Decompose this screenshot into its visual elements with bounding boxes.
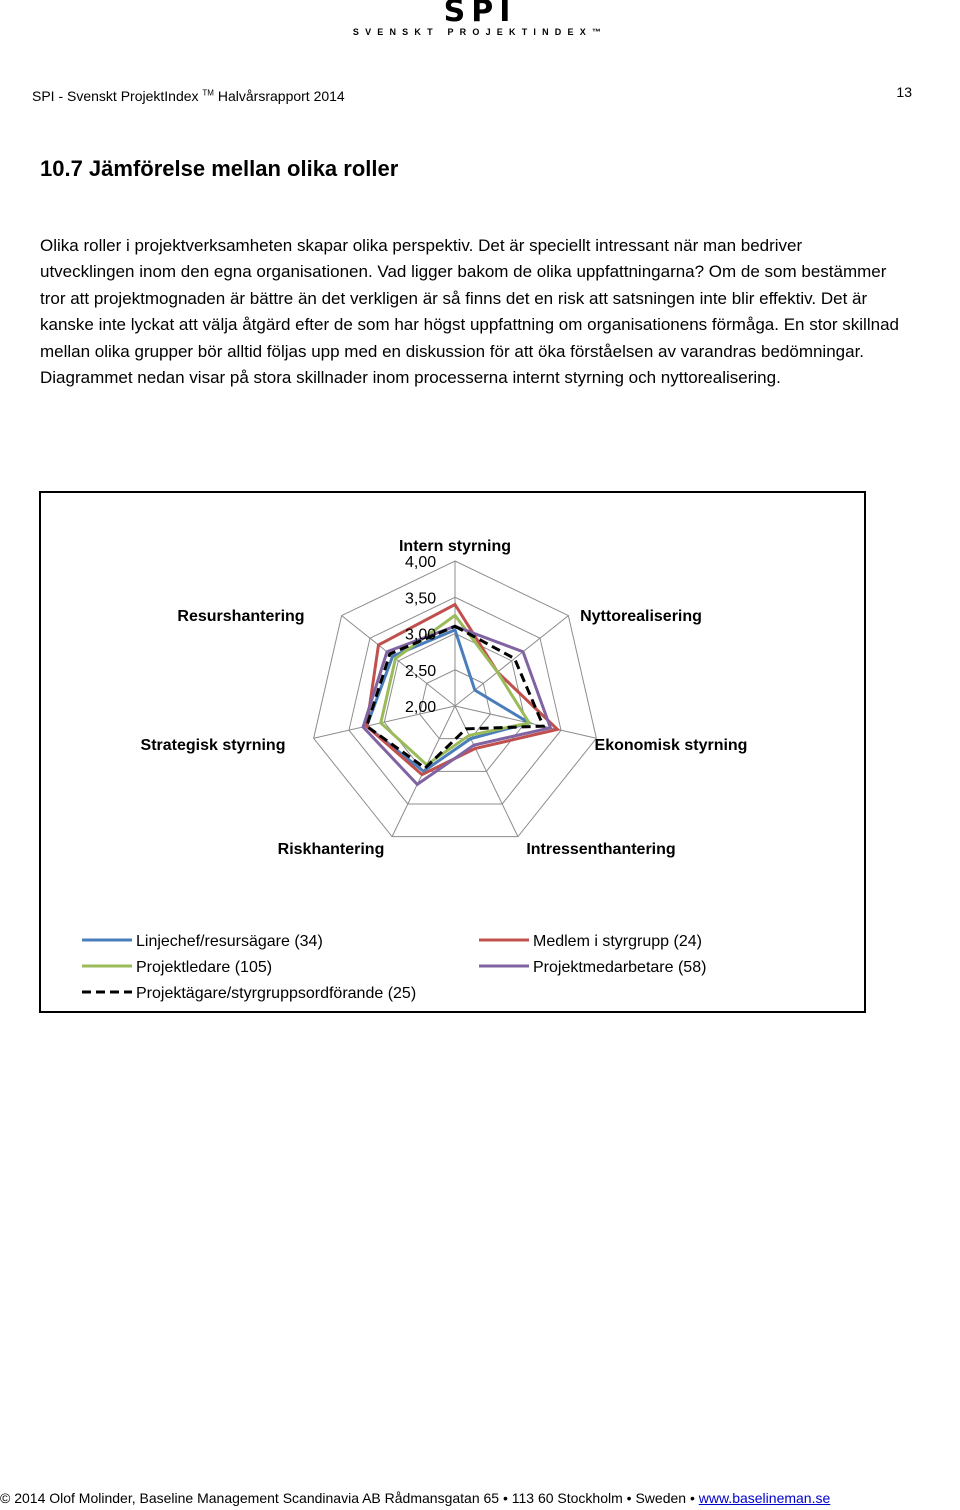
legend-label: Projektmedarbetare (58) [533, 959, 707, 976]
logo-mark: SPI [443, 0, 517, 29]
spi-logo [0, 0, 960, 40]
category-label: Riskhantering [277, 841, 385, 858]
category-label: Ekonomisk styrning [594, 737, 748, 754]
tick-label: 3,50 [405, 590, 437, 608]
section-title: 10.7 Jämförelse mellan olika roller [40, 156, 399, 181]
tick-label: 3,00 [405, 626, 437, 644]
footer-text: © 2014 Olof Molinder, Baseline Management Scandinavia AB Rådmansgatan 65 • 113 60 Stockholm • Sweden • [0, 1490, 699, 1506]
radar-chart-frame [39, 491, 866, 1013]
header-report: Halvårsrapport 2014 [217, 88, 345, 104]
category-label: Intern styrning [398, 538, 512, 555]
footer [0, 1490, 830, 1506]
body-paragraph: Olika roller i projektverksamheten skapar olika perspektiv. Det är speciellt intressant när man bedriver utvecklingen inom den egna organisationen. Vad ligger bakom de olika uppfattningarna? Om de som bestämmer tror att projektmognaden är bättre än det verkligen är så finns det en risk att satsningen inte blir effektiv. Det är kanske inte lyckat att välja åtgärd efter de som har högst uppfattning om organisationens förmåga. En stor skillnad mellan olika grupper bör alltid följas upp med en diskussion för att öka förståelsen av varandras bedömningar. Diagrammet nedan visar på stora skillnader inom processerna internt styrning och nyttorealisering. [40, 236, 899, 388]
logo-subtitle: SVENSKT PROJEKTINDEX™ [352, 27, 608, 37]
running-header [32, 88, 345, 104]
tick-label: 2,50 [405, 662, 437, 680]
category-label: Nyttorealisering [580, 608, 702, 625]
trademark: TM [202, 88, 214, 98]
tick-label: 2,00 [405, 699, 437, 716]
legend-label: Projektledare (105) [136, 959, 273, 976]
tick-label: 4,00 [405, 554, 437, 571]
legend-label: Linjechef/resursägare (34) [136, 933, 323, 950]
category-label: Strategisk styrning [140, 737, 286, 754]
legend-label: Medlem i styrgrupp (24) [533, 933, 702, 950]
footer-link[interactable]: www.baselineman.se [698, 1490, 831, 1506]
category-label: Resurshantering [177, 608, 305, 625]
page-number: 13 [896, 84, 912, 100]
legend-label: Projektägare/styrgruppsordförande (25) [136, 985, 417, 1002]
category-label: Intressenthantering [526, 841, 676, 858]
radar-chart [41, 493, 864, 1011]
header-title: SPI - Svenskt ProjektIndex [32, 88, 199, 104]
